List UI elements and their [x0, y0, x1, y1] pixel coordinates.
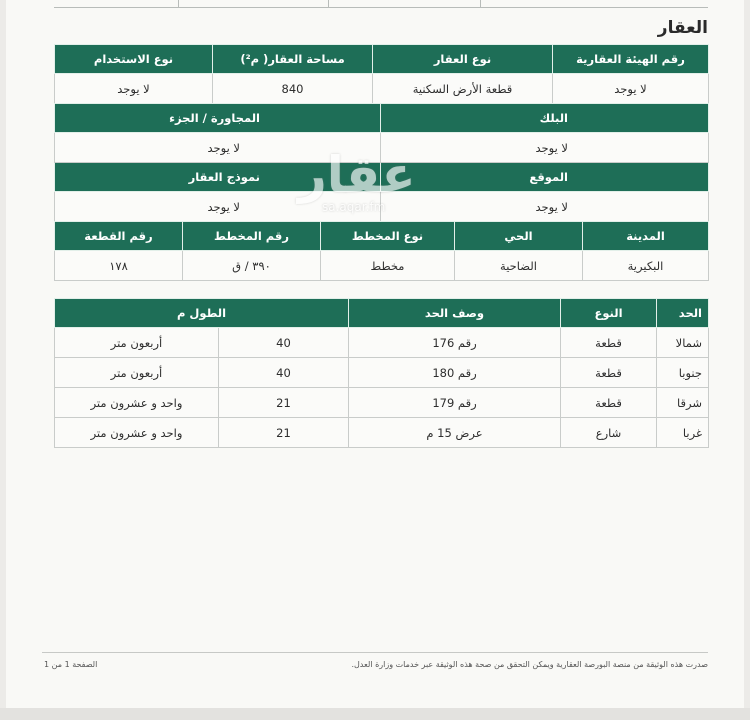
header-plan-type: نوع المخطط: [321, 222, 455, 251]
value-plan-type: مخطط: [321, 251, 455, 281]
bottom-margin: [0, 708, 750, 720]
border-type: قطعة: [561, 328, 657, 358]
header-border-side: الحد: [657, 299, 709, 328]
border-description: رقم 179: [349, 388, 561, 418]
value-block: لا يوجد: [381, 133, 709, 163]
table-row: [55, 418, 709, 448]
page-number: الصفحة 1 من 1: [44, 660, 98, 669]
border-type: قطعة: [561, 358, 657, 388]
table-row: [55, 388, 709, 418]
table-row: [55, 358, 709, 388]
value-registry-number: لا يوجد: [553, 74, 709, 104]
watermark-logo-text: عقار: [298, 146, 416, 204]
header-border-length: الطول م: [55, 299, 349, 328]
header-usage-type: نوع الاستخدام: [55, 45, 213, 74]
border-side: جنوبا: [657, 358, 709, 388]
property-table-plan: [54, 221, 709, 281]
value-city: البكيرية: [583, 251, 709, 281]
previous-table-edge: [6, 0, 744, 8]
document-page: [6, 0, 744, 708]
value-location: لا يوجد: [381, 192, 709, 222]
header-property-area: مساحة العقار( م²): [213, 45, 373, 74]
header-property-type: نوع العقار: [373, 45, 553, 74]
border-side: شمالا: [657, 328, 709, 358]
header-plan-number: رقم المخطط: [183, 222, 321, 251]
header-block: البلك: [381, 104, 709, 133]
value-property-type: قطعة الأرض السكنية: [373, 74, 553, 104]
header-neighborhood-part: المجاورة / الجزء: [55, 104, 381, 133]
border-length-number: 40: [219, 358, 349, 388]
border-description: عرض 15 م: [349, 418, 561, 448]
border-length-number: 40: [219, 328, 349, 358]
section-title: العقار: [657, 18, 708, 38]
border-type: قطعة: [561, 388, 657, 418]
border-side: غربا: [657, 418, 709, 448]
footer-divider: [42, 652, 708, 653]
header-border-type: النوع: [561, 299, 657, 328]
border-length-number: 21: [219, 418, 349, 448]
border-length-words: واحد و عشرون متر: [55, 388, 219, 418]
value-property-model: لا يوجد: [55, 192, 381, 222]
header-city: المدينة: [583, 222, 709, 251]
header-district: الحي: [455, 222, 583, 251]
border-length-number: 21: [219, 388, 349, 418]
value-neighborhood-part: لا يوجد: [55, 133, 381, 163]
borders-table: [54, 298, 709, 448]
header-plot-number: رقم القطعة: [55, 222, 183, 251]
property-table-main: [54, 44, 709, 104]
border-length-words: واحد و عشرون متر: [55, 418, 219, 448]
border-type: شارع: [561, 418, 657, 448]
value-district: الضاحية: [455, 251, 583, 281]
border-description: رقم 176: [349, 328, 561, 358]
header-registry-number: رقم الهيئة العقارية: [553, 45, 709, 74]
border-length-words: أربعون متر: [55, 358, 219, 388]
value-plan-number: ٣٩٠ / ق: [183, 251, 321, 281]
value-usage-type: لا يوجد: [55, 74, 213, 104]
table-row: [55, 328, 709, 358]
value-plot-number: ١٧٨: [55, 251, 183, 281]
property-table-block: [54, 103, 709, 222]
header-location: الموقع: [381, 163, 709, 192]
header-property-model: نموذج العقار: [55, 163, 381, 192]
value-property-area: 840: [213, 74, 373, 104]
border-length-words: أربعون متر: [55, 328, 219, 358]
watermark-url: sa.aqar.fm: [322, 200, 386, 214]
footer-note: صدرت هذه الوثيقة من منصة البورصة العقارية ويمكن التحقق من صحة هذه الوثيقة عبر خدمات وزارة العدل.: [351, 660, 708, 669]
header-border-description: وصف الحد: [349, 299, 561, 328]
border-description: رقم 180: [349, 358, 561, 388]
border-side: شرقا: [657, 388, 709, 418]
